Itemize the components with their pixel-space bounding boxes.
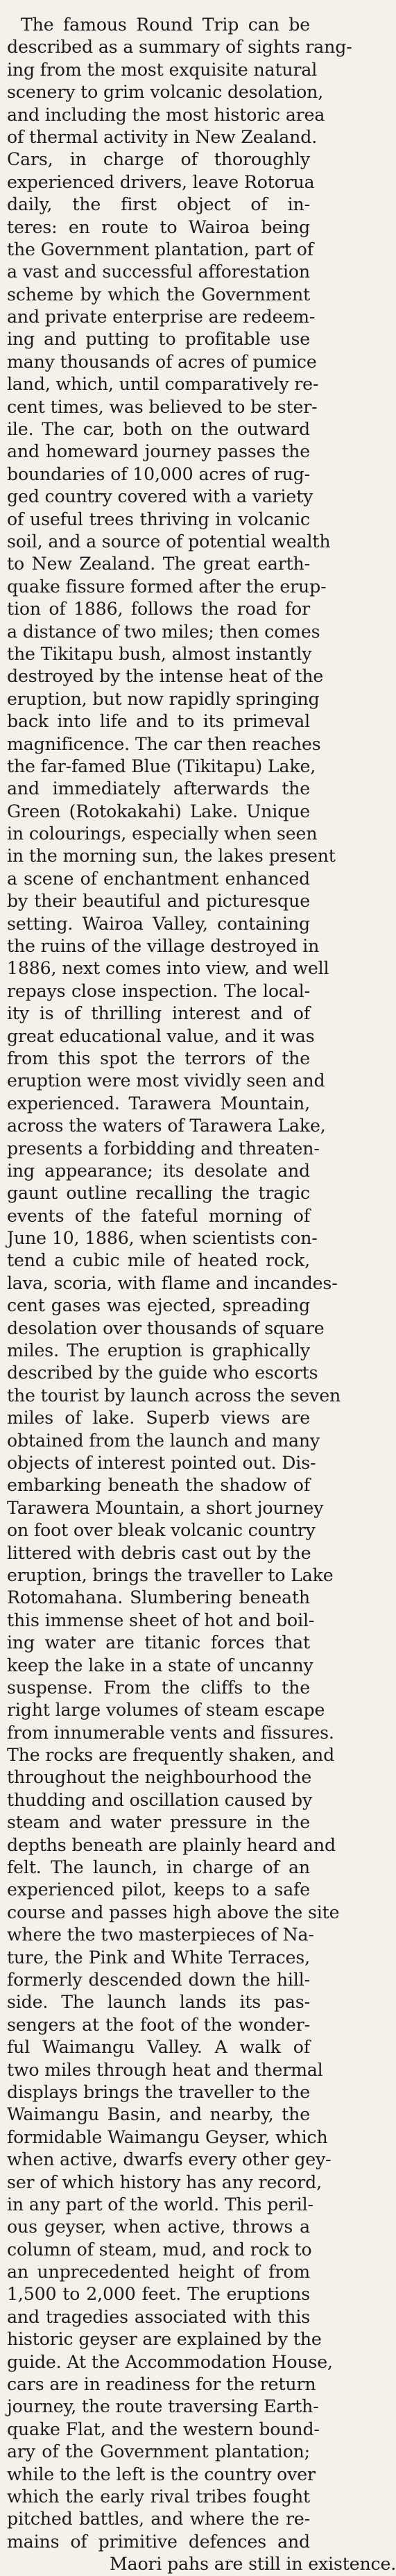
article-line: displays brings the traveller to the [7,2081,310,2102]
article-line: Tarawera Mountain, a short journey [7,1497,324,1518]
article-line: boundaries of 10,000 acres of rug- [7,463,310,484]
article-line: ity is of thrilling interest and of [7,1003,310,1024]
article-line: formidable Waimangu Geyser, which [7,2126,328,2147]
article-line: when active, dwarfs every other gey- [7,2149,332,2170]
article-line: a distance of two miles; then comes [7,621,320,642]
article-line: journey, the route traversing Earth- [7,2396,319,2417]
article-line: by their beautiful and picturesque [7,891,310,912]
article-line: and homeward journey passes the [7,441,310,462]
article-line: cars are in readiness for the return [7,2374,316,2395]
article-line: desolation over thousands of square [7,1317,325,1338]
article-line: steam and water pressure in the [7,1812,310,1833]
article-line: 1886, next comes into view, and well [7,958,329,979]
article-line: in any part of the world. This peril- [7,2194,313,2215]
article-line: on foot over bleak volcanic country [7,1520,316,1541]
article-line: sengers at the foot of the wonder- [7,2014,310,2035]
article-line: suspense. From the cliffs to the [7,1677,310,1698]
article-line: daily, the first object of in- [7,194,310,215]
article-line: and private enterprise are redeem- [7,307,316,327]
article-line: and immediately afterwards the [7,778,310,799]
article-line: embarking beneath the shadow of [7,1475,310,1496]
article-line: formerly descended down the hill- [7,1969,310,1990]
article-line: across the waters of Tarawera Lake, [7,1116,326,1136]
article-line: throughout the neighbourhood the [7,1767,312,1788]
article-line: where the two masterpieces of Na- [7,1925,314,1945]
article-line: magnificence. The car then reaches [7,733,321,754]
article-line: of useful trees thriving in volcanic [7,509,310,529]
article-line: described by the guide who escorts [7,1363,318,1383]
article-line: mains of primitive defences and [7,2531,310,2552]
article-line: The rocks are frequently shaken, and [7,1745,335,1766]
article-line: scenery to grim volcanic desolation, [7,82,324,103]
article-line: of thermal activity in New Zealand. [7,126,318,147]
article-line: Maori pahs are still in existence. [110,2554,396,2575]
article-line: keep the lake in a state of uncanny [7,1655,313,1675]
article-line: experienced drivers, leave Rotorua [7,171,315,192]
article-line: ary of the Government plantation; [7,2441,310,2462]
article-line: a scene of enchantment enhanced [7,868,310,889]
article-line: ged country covered with a variety [7,486,313,507]
article-line: eruption were most vividly seen and [7,1071,325,1091]
article-line: setting. Wairoa Valley, containing [7,913,310,934]
article-line: course and passes high above the site [7,1902,340,1922]
article-line: gaunt outline recalling the tragic [7,1183,310,1204]
article-line: in colourings, especially when seen [7,824,318,844]
article-line: ing appearance; its desolate and [7,1160,310,1181]
article-line: teres: en route to Wairoa being [7,216,310,237]
article-line: described as a summary of sights rang- [7,37,352,58]
article-line: land, which, until comparatively re- [7,374,319,395]
article-line: while to the left is the country over [7,2464,316,2484]
article-line: back into life and to its primeval [7,711,310,732]
article-line: from this spot the terrors of the [7,1048,310,1068]
article-line: miles of lake. Superb views are [7,1408,310,1428]
article-line: ous geyser, when active, throws a [7,2217,310,2237]
article-line: the Government plantation, part of [7,239,313,259]
article-line: column of steam, mud, and rock to [7,2239,312,2260]
article-line: destroyed by the intense heat of the [7,666,324,687]
article-line: an unprecedented height of from [7,2262,310,2283]
article-line: the tourist by launch across the seven [7,1385,341,1406]
article-line: soil, and a source of potential wealth [7,531,331,552]
article-line: quake Flat, and the western bound- [7,2419,320,2439]
article-line: June 10, 1886, when scientists con- [7,1228,318,1249]
article-line: quake fissure formed after the erup- [7,576,327,597]
article-line: Green (Rotokakahi) Lake. Unique [7,801,310,821]
article-line: ing from the most exquisite natural [7,59,318,80]
article-line: and including the most historic area [7,104,325,125]
article-line: objects of interest pointed out. Dis- [7,1453,316,1473]
article-line: cent times, was believed to be ster- [7,396,318,417]
article-line: historic geyser are explained by the [7,2329,322,2350]
article-line: from innumerable vents and fissures. [7,1722,334,1743]
article-line: events of the fateful morning of [7,1205,310,1226]
article-line: ing water are titanic forces that [7,1632,310,1653]
article-line: and tragedies associated with this [7,2306,310,2327]
article-line: ful Waimangu Valley. A walk of [7,2037,310,2058]
article-line: a vast and successful afforestation [7,262,310,282]
article-line: this immense sheet of hot and boil- [7,1610,315,1630]
article-line: the Tikitapu bush, almost instantly [7,643,312,664]
article-line: depths beneath are plainly heard and [7,1834,336,1855]
article-line: cent gases was ejected, spreading [7,1295,310,1316]
article-line: thudding and oscillation caused by [7,1789,313,1810]
article-line: side. The launch lands its pas- [7,1992,310,2013]
article-line: miles. The eruption is graphically [7,1340,310,1361]
article-line: littered with debris cast out by the [7,1542,311,1563]
article-line: repays close inspection. The local- [7,980,310,1001]
article-line: Cars, in charge of thoroughly [7,149,310,170]
article-line: pitched battles, and where the re- [7,2509,310,2530]
article-line: tend a cubic mile of heated rock, [7,1250,310,1271]
article-line: many thousands of acres of pumice [7,351,317,372]
article-line: guide. At the Accommodation House, [7,2351,333,2372]
article-line: the ruins of the village destroyed in [7,936,320,957]
article-line: great educational value, and it was [7,1025,315,1046]
article-line: tion of 1886, follows the road for [7,599,310,620]
article-line: lava, scoria, with flame and incandes- [7,1272,338,1293]
article-line: ture, the Pink and White Terraces, [7,1947,310,1968]
article-line: eruption, brings the traveller to Lake [7,1564,334,1585]
article-line: ser of which history has any record, [7,2172,322,2192]
article-line: presents a forbidding and threaten- [7,1138,320,1159]
article-line: Waimangu Basin, and nearby, the [7,2104,310,2125]
article-line: which the early rival tribes fought [7,2486,310,2507]
article-line: two miles through heat and thermal [7,2059,323,2080]
article-line: in the morning sun, the lakes present [7,846,336,867]
article-line: the far-famed Blue (Tikitapu) Lake, [7,756,316,776]
article-line: to New Zealand. The great earth- [7,554,310,574]
article-line: The famous Round Trip can be [21,15,310,35]
article-line: ing and putting to profitable use [7,329,310,350]
article-line: felt. The launch, in charge of an [7,1857,310,1878]
article-line: scheme by which the Government [7,284,310,305]
article-line: experienced. Tarawera Mountain, [7,1093,310,1114]
article-line: experienced pilot, keeps to a safe [7,1879,310,1900]
article-line: right large volumes of steam escape [7,1700,325,1721]
article-line: obtained from the launch and many [7,1430,320,1451]
article-line: 1,500 to 2,000 feet. The eruptions [7,2284,310,2305]
article-line: ile. The car, both on the outward [7,419,310,440]
article-line: Rotomahana. Slumbering beneath [7,1587,310,1608]
article-line: eruption, but now rapidly springing [7,688,320,709]
